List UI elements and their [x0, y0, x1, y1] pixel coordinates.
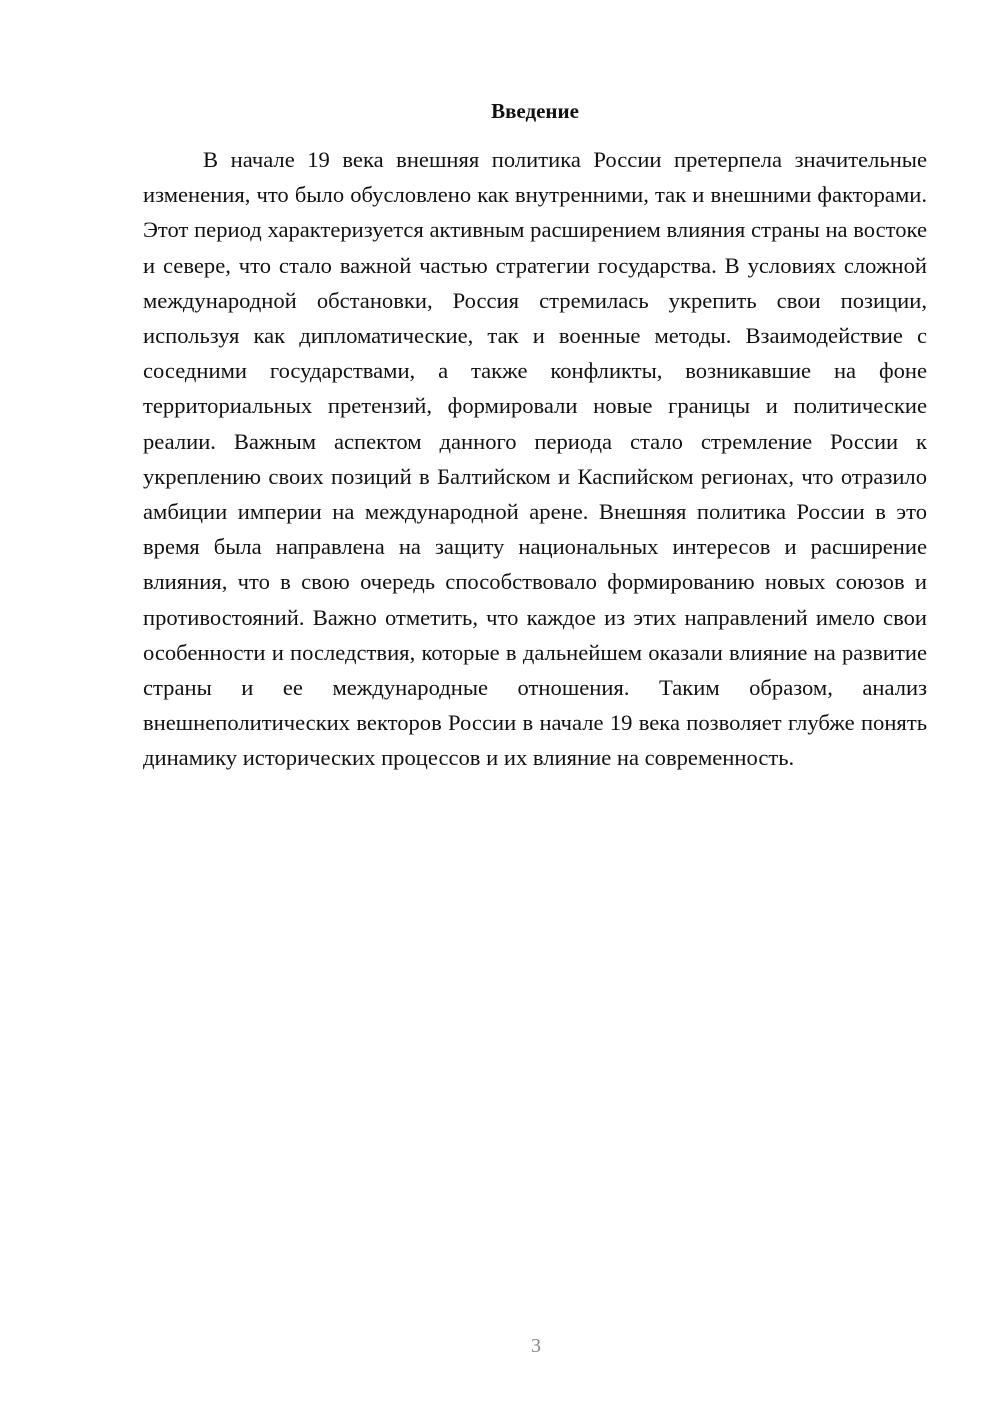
page-number: 3 — [531, 1335, 541, 1357]
body-paragraph: В начале 19 века внешняя политика России претерпела значительные изменения, что было обусловлено как внутренними, так и внешними факторами. Этот период характеризуется активным расширением влияния страны на востоке и севере, что стало важной частью стратегии государства. В условиях сложной международной обстановки, Россия стремилась укрепить свои позиции, используя как дипломатические, так и военные методы. Взаимодействие с соседними государствами, а также конфликты, возникавшие на фоне территориальных претензий, формировали новые границы и политические реалии. Важным аспектом данного периода стало стремление России к укреплению своих позиций в Балтийском и Каспийском регионах, что отразило амбиции империи на международной арене. Внешняя политика России в это время была направлена на защиту национальных интересов и расширение влияния, что в свою очередь способствовало формированию новых союзов и противостояний. Важно отметить, что каждое из этих направлений имело свои особенности и последствия, которые в дальнейшем оказали влияние на развитие страны и ее международные отношения. Таким образом, анализ внешнеполитических векторов России в начале 19 века позволяет глубже понять динамику исторических процессов и их влияние на современность. — [143, 147, 927, 771]
section-title: Введение — [491, 99, 579, 123]
